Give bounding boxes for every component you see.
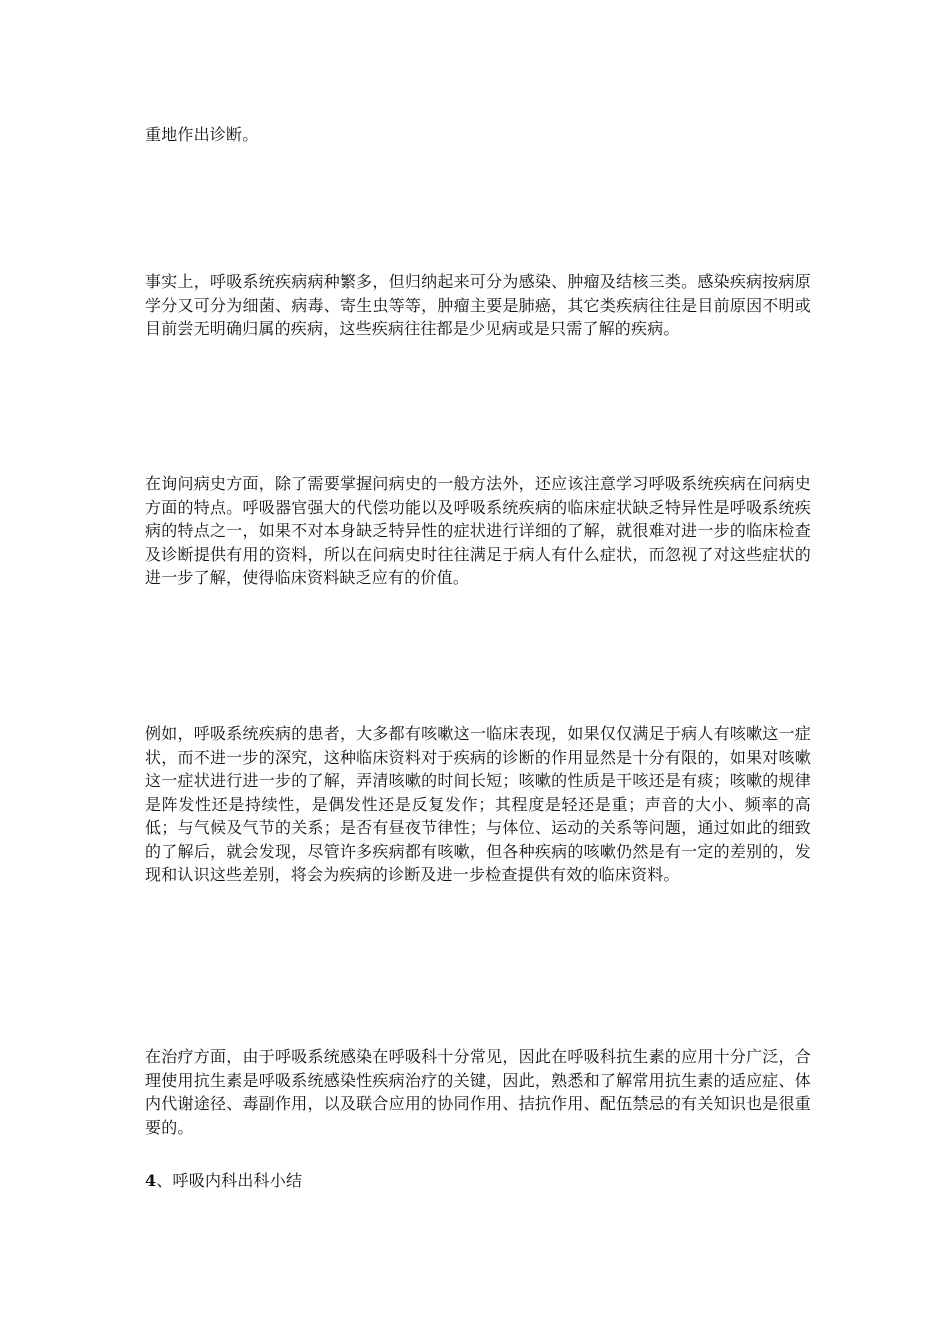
paragraph-history-taking: 在询问病史方面，除了需要掌握问病史的一般方法外，还应该注意学习呼吸系统疾病在问病史方面的特点。呼吸器官强大的代偿功能以及呼吸系统疾病的临床症状缺乏特异性是呼吸系统疾病的特点之一，如果不对本身缺乏特异性的症状进行详细的了解，就很难对进一步的临床检查及诊断提供有用的资料，所以在问病史时往往满足于病人有什么症状，而忽视了对这些症状的进一步了解，使得临床资料缺乏应有的价值。 <box>145 474 811 587</box>
paragraph-diagnosis-fragment: 重地作出诊断。 <box>145 125 259 144</box>
section-number: 4 <box>145 1171 157 1190</box>
section-title: 、呼吸内科出科小结 <box>156 1171 303 1190</box>
paragraph-treatment-antibiotics: 在治疗方面，由于呼吸系统感染在呼吸科十分常见，因此在呼吸科抗生素的应用十分广泛，合理使用抗生素是呼吸系统感染性疾病治疗的关键，因此，熟悉和了解常用抗生素的适应症、体内代谢途径、毒副作用，以及联合应用的协同作用、拮抗作用、配伍禁忌的有关知识也是很重要的。 <box>145 1047 811 1137</box>
paragraph-disease-categories: 事实上，呼吸系统疾病病种繁多，但归纳起来可分为感染、肿瘤及结核三类。感染疾病按病原学分又可分为细菌、病毒、寄生虫等等，肿瘤主要是肺癌，其它类疾病往往是目前原因不明或目前尝无明确归属的疾病，这些疾病往往都是少见病或是只需了解的疾病。 <box>145 272 811 338</box>
section-heading <box>145 1169 302 1192</box>
paragraph-cough-example: 例如，呼吸系统疾病的患者，大多都有咳嗽这一临床表现，如果仅仅满足于病人有咳嗽这一症状，而不进一步的深究，这种临床资料对于疾病的诊断的作用显然是十分有限的，如果对咳嗽这一症状进行进一步的了解，弄清咳嗽的时间长短；咳嗽的性质是干咳还是有痰；咳嗽的规律是阵发性还是持续性，是偶发性还是反复发作；其程度是轻还是重；声音的大小、频率的高低；与气候及气节的关系；是否有昼夜节律性；与体位、运动的关系等问题，通过如此的细致的了解后，就会发现，尽管许多疾病都有咳嗽，但各种疾病的咳嗽仍然是有一定的差别的，发现和认识这些差别，将会为疾病的诊断及进一步检查提供有效的临床资料。 <box>145 724 811 884</box>
